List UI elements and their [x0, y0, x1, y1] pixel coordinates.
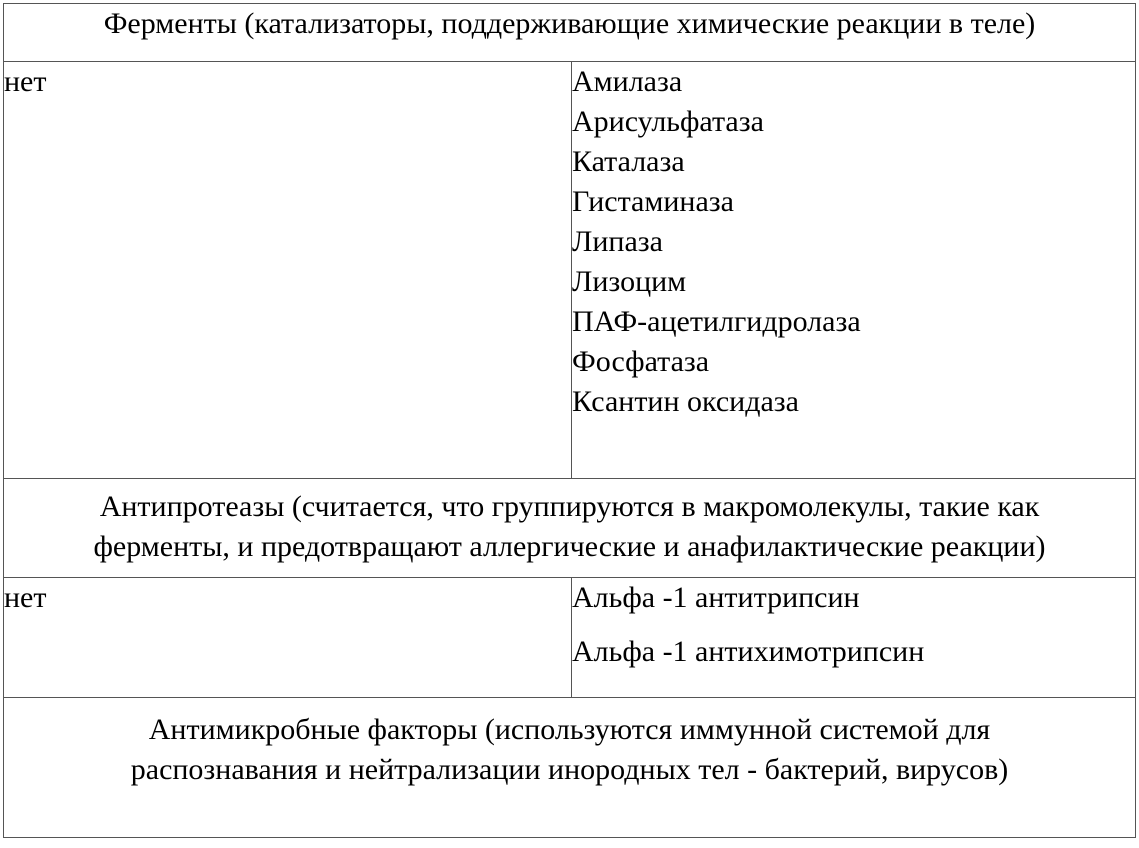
enzymes-title: Ферменты (катализаторы, поддерживающие химические реакции в теле) [103, 7, 1036, 40]
antiprotease-list [572, 578, 1136, 698]
enzymes-left-cell [4, 62, 572, 479]
list-item: ПАФ-ацетилгидролаза [572, 305, 861, 338]
antiprotease-header [4, 479, 1136, 578]
list-item: Амилаза [572, 65, 683, 98]
antiprotease-header-row [4, 479, 1136, 578]
enzymes-header-row [4, 4, 1136, 62]
list-item: Альфа -1 антитрипсин [572, 581, 860, 614]
list-item: Фосфатаза [572, 345, 710, 378]
list-item: Каталаза [572, 145, 685, 178]
enzymes-left-value: нет [4, 65, 47, 98]
antimicrobial-title-line: распознавания и нейтрализации инородных тел - бактерий, вирусов) [130, 753, 1009, 786]
antiprotease-title-line: Антипротеазы (считается, что группируются в макромолекулы, такие как [99, 490, 1040, 523]
enzymes-header [4, 4, 1136, 62]
list-item: Липаза [572, 225, 663, 258]
document-table [3, 3, 1136, 838]
antimicrobial-header-row [4, 698, 1136, 838]
enzymes-row [4, 62, 1136, 479]
list-item: Лизоцим [572, 265, 687, 298]
antiprotease-left-value: нет [4, 581, 47, 614]
list-item: Ксантин оксидаза [572, 385, 799, 418]
antiprotease-row [4, 578, 1136, 698]
list-item: Альфа -1 антихимотрипсин [572, 635, 925, 668]
list-item: Арисульфатаза [572, 105, 764, 138]
enzymes-list [572, 62, 1136, 479]
antimicrobial-header [4, 698, 1136, 838]
antiprotease-title-line: ферменты, и предотвращают аллергические и анафилактические реакции) [93, 530, 1046, 563]
antiprotease-left-cell [4, 578, 572, 698]
antimicrobial-title-line: Антимикробные факторы (используются иммунной системой для [148, 713, 991, 746]
list-item: Гистаминаза [572, 185, 734, 218]
